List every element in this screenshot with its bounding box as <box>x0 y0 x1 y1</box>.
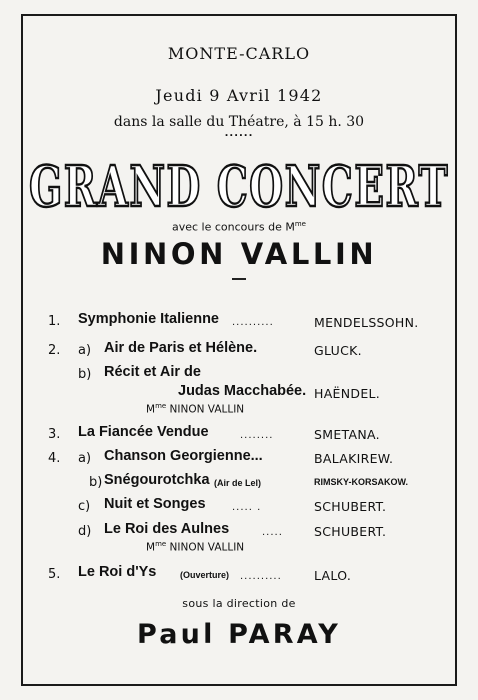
performer-name: NINON VALLIN <box>169 541 245 554</box>
soloist-name: NINON VALLIN <box>100 237 378 271</box>
program-work: La Fiancée Vendue <box>78 424 209 440</box>
program-note: (Air de Lel) <box>214 478 262 488</box>
program-performer <box>146 540 244 554</box>
program-number: 5. <box>48 567 61 582</box>
program-work: Récit et Air de <box>104 364 201 380</box>
leader-dots: ........ <box>240 430 274 441</box>
program-subitem: a) <box>78 343 92 358</box>
program-composer: SCHUBERT. <box>314 524 387 539</box>
program-work-cont: Judas Macchabée. <box>178 383 307 399</box>
program-number: 3. <box>48 427 61 442</box>
performer-prefix: M <box>146 403 156 416</box>
program-number: 4. <box>48 451 61 466</box>
program-work: Symphonie Italienne <box>78 311 219 327</box>
program-subitem: b) <box>78 367 92 382</box>
program-composer: HAËNDEL. <box>314 386 381 401</box>
grand-concert-heading <box>0 148 478 216</box>
divider-rule <box>232 278 246 280</box>
direction-line: sous la direction de <box>182 597 296 610</box>
program-composer: MENDELSSOHN. <box>314 315 419 330</box>
program-number: 1. <box>48 314 61 329</box>
program-work: Le Roi des Aulnes <box>104 521 230 537</box>
program-work: Snégourotchka <box>104 472 210 488</box>
grand-concert-title: GRAND CONCERT <box>29 154 449 216</box>
program-work: Chanson Georgienne... <box>104 448 263 464</box>
program-subitem: a) <box>78 451 92 466</box>
performer-prefix: M <box>146 541 156 554</box>
program-work: Le Roi d'Ys <box>78 564 157 580</box>
program-note: (Ouverture) <box>180 570 230 580</box>
program-composer: GLUCK. <box>314 343 362 358</box>
program-composer: SMETANA. <box>314 427 380 442</box>
performer-sup: me <box>155 540 167 548</box>
ornament-dots: ...... <box>224 128 254 139</box>
program-subitem: d) <box>78 524 92 539</box>
assistance-sup: me <box>294 220 306 228</box>
grand-concert-svg <box>0 148 478 216</box>
program-work: Nuit et Songes <box>104 496 206 512</box>
program-subitem: b) <box>89 475 103 490</box>
leader-dots: ..... . <box>232 502 262 513</box>
assistance-text: avec le concours de M <box>171 220 295 234</box>
concert-venue-time: dans la salle du Théatre, à 15 h. 30 <box>113 114 365 130</box>
program-composer: BALAKIREW. <box>314 451 394 466</box>
program-subitem: c) <box>78 499 91 514</box>
leader-dots: ..... <box>262 527 283 538</box>
concert-location: MONTE-CARLO <box>167 44 311 63</box>
program-number: 2. <box>48 343 61 358</box>
conductor-name: Paul PARAY <box>136 619 342 650</box>
program-work: Air de Paris et Hélène. <box>104 340 258 356</box>
leader-dots: .......... <box>232 317 274 328</box>
performer-sup: me <box>155 402 167 410</box>
program-composer: SCHUBERT. <box>314 499 387 514</box>
leader-dots: .......... <box>240 571 282 582</box>
program-composer: RIMSKY-KORSAKOW. <box>314 477 409 487</box>
program-composer: LALO. <box>314 568 352 583</box>
assistance-line <box>0 220 478 234</box>
concert-date: Jeudi 9 Avril 1942 <box>155 86 323 105</box>
program-performer <box>146 402 244 416</box>
performer-name: NINON VALLIN <box>169 403 245 416</box>
